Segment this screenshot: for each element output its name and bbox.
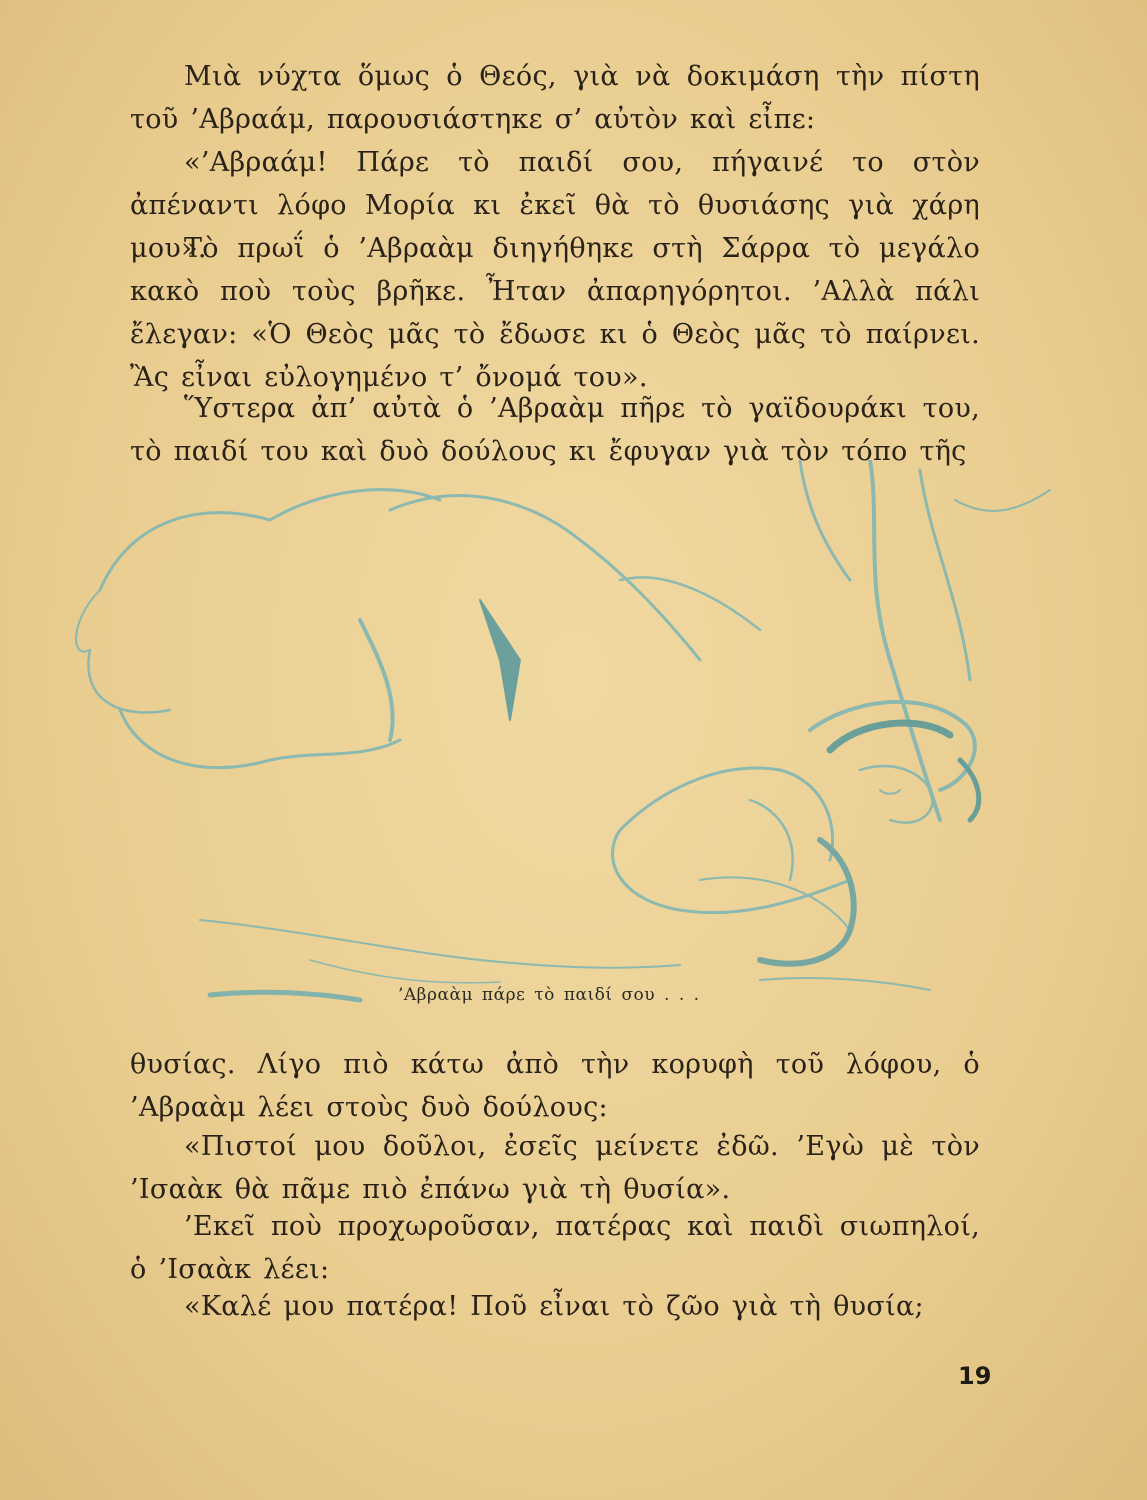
paragraph: Τὸ πρωΐ ὁ ’Αβραὰμ διηγήθηκε στὴ Σάρρα τὸ μεγάλο κακὸ ποὺ τοὺς βρῆκε. Ἦταν ἀπαρηγόρητοι. ’Αλλὰ πάλι ἔλεγαν: «Ὁ Θεὸς μᾶς τὸ ἔδωσε κι ὁ Θεὸς μᾶς τὸ παίρνει. Ἂς εἶναι εὐλογημένο τ’ ὄνομά του». (130, 233, 980, 393)
illustration-caption: ’Αβραὰμ πάρε τὸ παιδί σου . . . (398, 985, 700, 1005)
paragraph: «Καλέ μου πατέρα! Ποῦ εἶναι τὸ ζῶο γιὰ τὴ θυσία; (184, 1291, 924, 1322)
paragraph: ’Εκεῖ ποὺ προχωροῦσαν, πατέρας καὶ παιδὶ σιωπηλοί, ὁ ’Ισαὰκ λέει: (130, 1211, 980, 1285)
paragraph: θυσίας. Λίγο πιὸ κάτω ἀπὸ τὴν κορυφὴ τοῦ λόφου, ὁ ’Αβραὰμ λέει στοὺς δυὸ δούλους: (130, 1049, 980, 1123)
paragraph: Μιὰ νύχτα ὅμως ὁ Θεός, γιὰ νὰ δοκιμάση τὴν πίστη τοῦ ’Αβραάμ, παρουσιάστηκε σ’ αὐτὸν καὶ εἶπε: (130, 61, 980, 135)
page-number: 19 (958, 1362, 992, 1390)
paragraph: Ὕστερα ἀπ’ αὐτὰ ὁ ’Αβραὰμ πῆρε τὸ γαϊδουράκι του, τὸ παιδί του καὶ δυὸ δούλους κι ἔφυγαν γιὰ τὸν τόπο τῆς (130, 393, 980, 467)
paragraph: «Πιστοί μου δοῦλοι, ἐσεῖς μείνετε ἐδῶ. ’Εγὼ μὲ τὸν ’Ισαὰκ θὰ πᾶμε πιὸ ἐπάνω γιὰ τὴ θυσία». (130, 1131, 980, 1205)
paragraph: «’Αβραάμ! Πάρε τὸ παιδί σου, πήγαινέ το στὸν ἀπέναντι λόφο Μορία κι ἐκεῖ θὰ τὸ θυσιάσης γιὰ χάρη μου». (130, 147, 980, 264)
sketch-illustration (60, 460, 1060, 1040)
